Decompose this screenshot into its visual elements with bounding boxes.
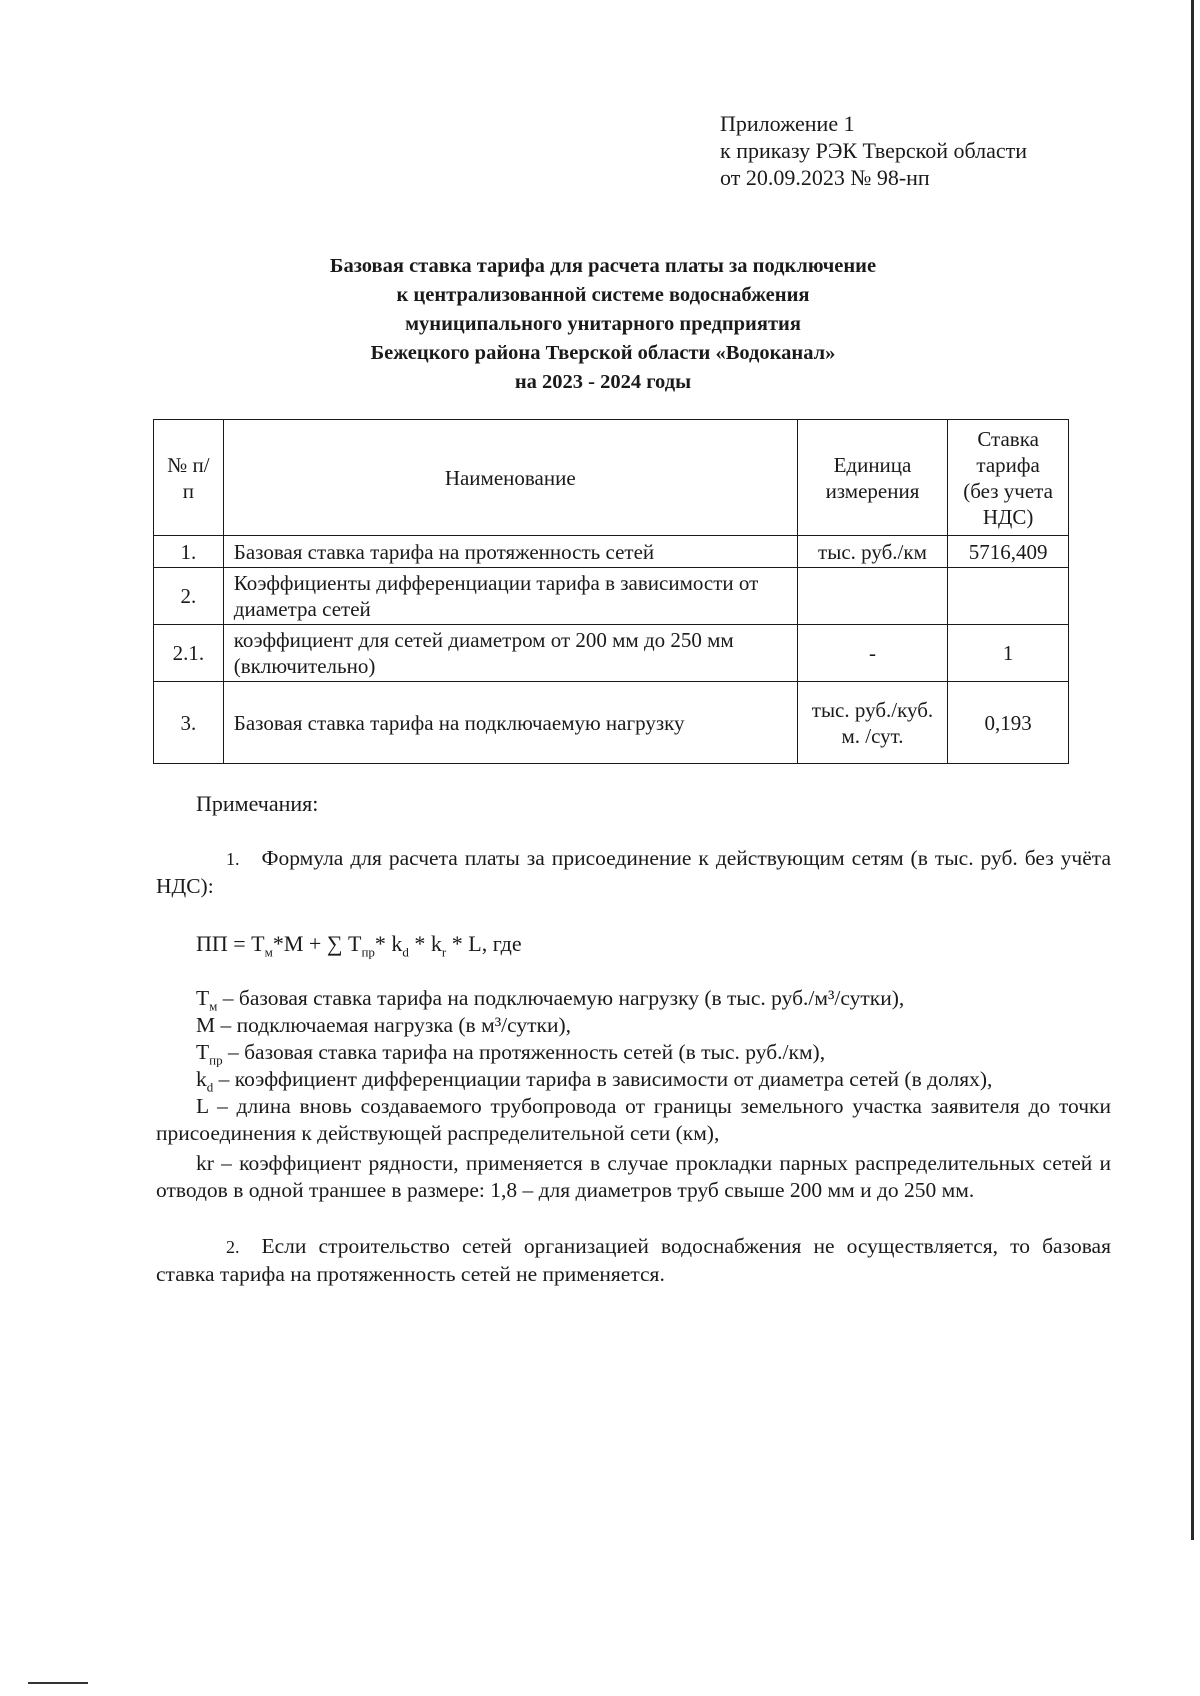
legend-dash: –	[222, 1040, 245, 1064]
legend-symbol: k	[196, 1067, 207, 1091]
legend-symbol: kr	[196, 1151, 214, 1175]
formula-part: *М + ∑ Т	[272, 931, 362, 956]
table-row	[154, 568, 1069, 625]
formula-part: * k	[374, 931, 403, 956]
legend-dash: –	[215, 1013, 237, 1037]
legend-sub: м	[209, 998, 218, 1014]
header-name: Наименование	[223, 420, 797, 536]
legend-text: базовая ставка тарифа на протяженность сетей (в тыс. руб./км),	[244, 1040, 826, 1064]
legend-dash: –	[217, 986, 239, 1010]
row-name: коэффициент для сетей диаметром от 200 мм до 250 мм (включительно)	[223, 625, 797, 682]
row-num: 1.	[154, 536, 224, 568]
note-item-1-number: 1.	[226, 849, 240, 869]
approval-line-1: Приложение 1	[720, 111, 855, 136]
legend-dash: –	[208, 1094, 237, 1118]
row-unit: тыс. руб./куб. м. /сут.	[797, 682, 948, 764]
approval-block	[720, 110, 1027, 191]
row-rate: 1	[948, 625, 1069, 682]
table-header-row	[154, 420, 1069, 536]
formula-sub: r	[441, 944, 447, 960]
legend-text: базовая ставка тарифа на подключаемую нагрузку (в тыс. руб./м³/сутки),	[238, 986, 905, 1010]
legend-dash: –	[213, 1151, 240, 1175]
note-item-2-text: Если строительство сетей организацией водоснабжения не осуществляется, то базовая ставка тарифа на протяженность сетей не применяется.	[156, 1234, 1111, 1286]
title-line-1: Базовая ставка тарифа для расчета платы за подключение	[329, 255, 877, 277]
legend-sub: пр	[209, 1052, 223, 1068]
legend-symbol: М	[196, 1013, 216, 1037]
row-num: 2.1.	[154, 625, 224, 682]
fee-formula	[196, 931, 522, 960]
title-line-3: муниципального унитарного предприятия	[405, 313, 801, 335]
table-row	[154, 625, 1069, 682]
legend-item	[156, 1093, 1111, 1147]
formula-sub: d	[402, 944, 409, 960]
legend-dash: –	[213, 1067, 235, 1091]
document-title	[150, 252, 1056, 397]
note-item-1-text: Формула для расчета платы за присоединение к действующим сетям (в тыс. руб. без учёта НДС):	[156, 846, 1111, 898]
legend-text: коэффициент дифференциации тарифа в зависимости от диаметра сетей (в долях),	[234, 1067, 993, 1091]
header-unit: Единица измерения	[797, 420, 948, 536]
row-rate: 0,193	[948, 682, 1069, 764]
row-unit: -	[797, 625, 948, 682]
row-name: Базовая ставка тарифа на протяженность сетей	[223, 536, 797, 568]
table-row	[154, 536, 1069, 568]
note-item-2	[156, 1233, 1111, 1288]
legend-text: длина вновь создаваемого трубопровода от границы земельного участка заявителя до точки присоединения к действующей распределительной сети (км),	[156, 1094, 1112, 1145]
formula-sub: м	[264, 944, 273, 960]
legend-symbol: L	[196, 1094, 209, 1118]
title-line-4: Бежецкого района Тверской области «Водоканал»	[370, 342, 836, 364]
formula-part: * L, где	[446, 931, 522, 956]
legend-text: подключаемая нагрузка (в м³/сутки),	[236, 1013, 571, 1037]
legend-text: коэффициент рядности, применяется в случае прокладки парных распределительных сетей и отводов в одной траншее в размере: 1,8 – для диаметров труб свыше 200 мм и до 250 мм.	[156, 1151, 1111, 1202]
row-num: 2.	[154, 568, 224, 625]
scan-bottom-mark	[28, 1682, 88, 1684]
legend-symbol: Т	[196, 1040, 210, 1064]
row-unit	[797, 568, 948, 625]
row-rate: 5716,409	[948, 536, 1069, 568]
note-item-1	[156, 845, 1111, 900]
note-item-2-number: 2.	[226, 1237, 240, 1257]
formula-part: * k	[408, 931, 442, 956]
legend-sub: d	[206, 1079, 214, 1095]
formula-part: ПП = Т	[196, 931, 265, 956]
row-name: Коэффициенты дифференциации тарифа в зависимости от диаметра сетей	[223, 568, 797, 625]
scan-edge-line	[1191, 0, 1194, 1540]
approval-line-2: к приказу РЭК Тверской области	[720, 138, 1028, 163]
row-rate	[948, 568, 1069, 625]
row-num: 3.	[154, 682, 224, 764]
legend-item	[156, 1150, 1111, 1204]
row-name: Базовая ставка тарифа на подключаемую нагрузку	[223, 682, 797, 764]
title-line-2: к централизованной системе водоснабжения	[396, 284, 810, 306]
tariff-table	[153, 419, 1069, 764]
legend-item	[196, 1012, 1096, 1039]
formula-sub: пр	[361, 944, 375, 960]
header-num: № п/п	[154, 420, 224, 536]
table-row	[154, 682, 1069, 764]
notes-heading: Примечания:	[196, 791, 319, 816]
row-unit: тыс. руб./км	[797, 536, 948, 568]
legend-symbol: Т	[196, 986, 210, 1010]
header-rate: Ставка тарифа (без учета НДС)	[948, 420, 1069, 536]
title-line-5: на 2023 - 2024 годы	[514, 371, 692, 393]
approval-line-3: от 20.09.2023 № 98-нп	[720, 165, 930, 190]
